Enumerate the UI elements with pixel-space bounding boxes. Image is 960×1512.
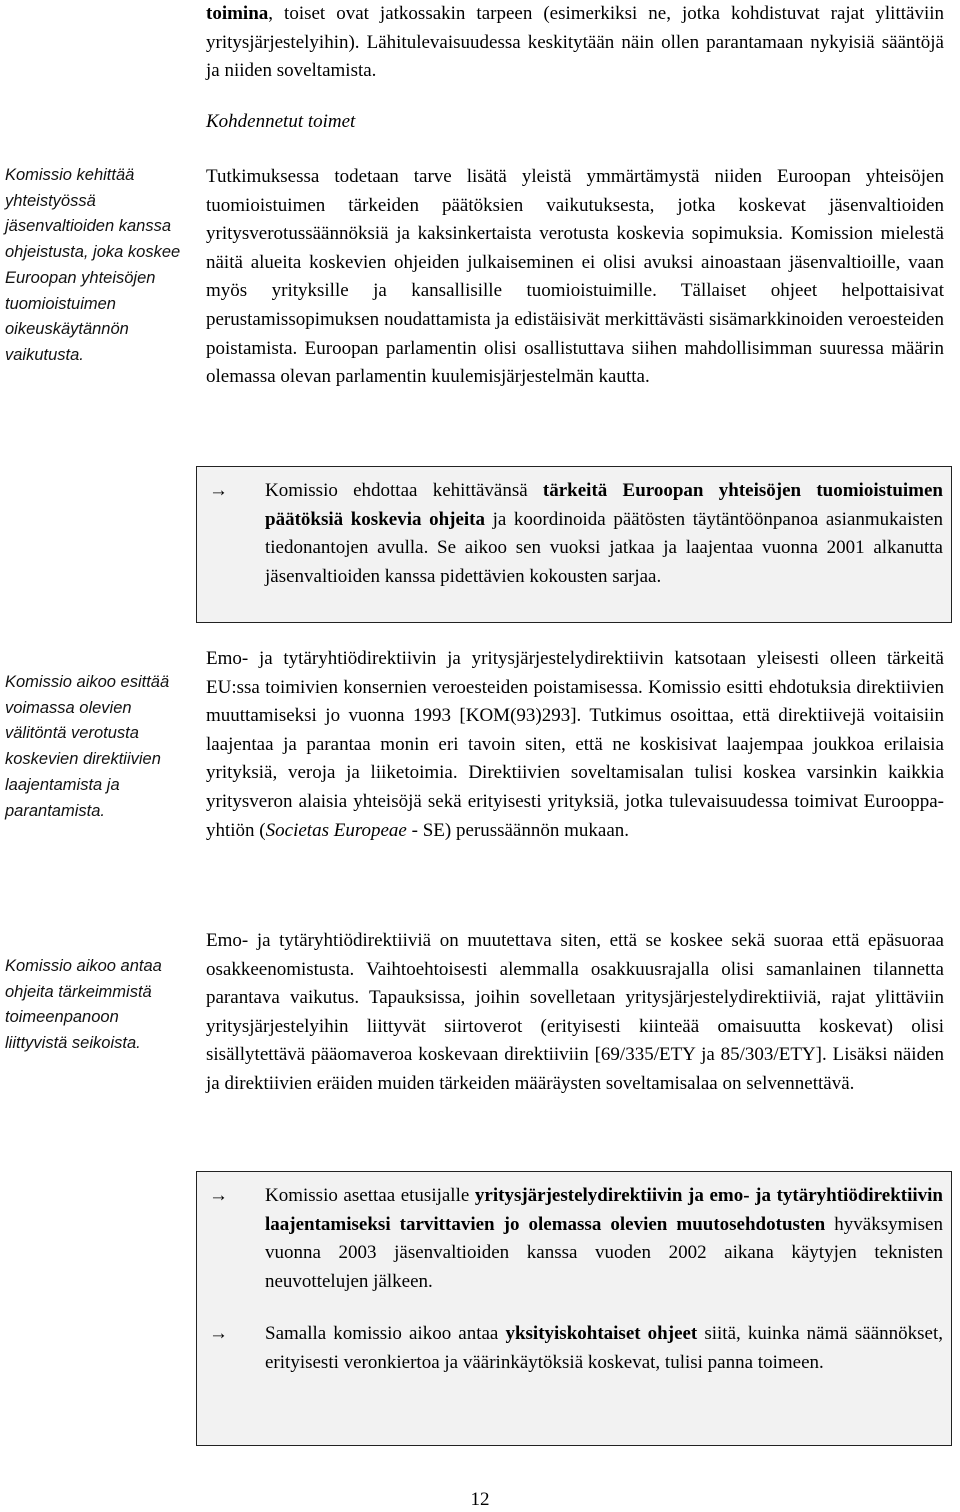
action-item-1-pre: Komissio ehdottaa kehittävänsä [265,480,543,501]
action-box-2 [196,1171,952,1446]
paragraph-2 [206,645,944,845]
paragraph-1 [206,163,944,392]
action-item-2-bold: yritysjärjestelydirektiivin ja emo- ja tytäryhtiödirektiivin laajentamiseksi tarvittavien jo olemassa olevien muutosehdotusten [265,1185,943,1235]
paragraph-3 [206,927,944,1099]
action-item-3 [197,1320,951,1377]
action-item-2 [197,1182,951,1296]
margin-note-1: Komissio kehittää yhteistyössä jäsenvaltioiden kanssa ohjeistusta, joka koskee Euroopan yhteisöjen tuomioistuimen oikeuskäytännön vaikutusta. [5,166,181,364]
action-item-3-bold: yksityiskohtaiset ohjeet [505,1323,698,1345]
arrow-icon: → [209,480,228,501]
paragraph-2-pre: Emo- ja tytäryhtiödirektiivin ja yritysjärjestelydirektiivin katsotaan yleisesti olleen tärkeitä EU:ssa toimivien konsernien veroesteiden poistamisessa. Komissio esitti ehdotuksia direktiivien muuttamiseksi jo vuonna 1993 [KOM(93)293]. Tutkimus osoittaa, että direktiivejä voitaisiin laajentaa ja parantaa monin eri tavoin siten, että ne koskisivat laajempaa joukkoa erilaisia yrityksiä, veroja ja liiketoimia. Direktiivien soveltamisalan tulisi koskea varsinkin kaikkia yritysveron alaisia yhteisöjä sekä erityisesti yrityksiä, jotka tulevaisuudessa toimivat Eurooppa-yhtiön ( [206,648,944,841]
paragraph-2-italic: Societas Europeae [265,819,407,841]
action-item-3-post: siitä, kuinka nämä säännökset, erityisesti veronkiertoa ja väärinkäytöksiä koskevat, tulisi panna toimeen. [265,1323,943,1373]
action-item-2-post: hyväksymisen vuonna 2003 jäsenvaltioiden kanssa vuoden 2002 aikana käytyjen teknisten neuvottelujen jälkeen. [265,1213,943,1292]
section-heading: Kohdennetut toimet [206,111,356,132]
page-number: 12 [470,1489,490,1510]
action-item-2-pre: Komissio asettaa etusijalle [265,1185,475,1206]
margin-note-2: Komissio aikoo esittää voimassa olevien välitöntä verotusta koskevien direktiivien laajentamista ja parantamista. [5,673,170,820]
margin-note-3: Komissio aikoo antaa ohjeita tärkeimmistä toimeenpanoon liittyvistä seikoista. [5,957,162,1053]
paragraph-3-text: Emo- ja tytäryhtiödirektiiviä on muutettava siten, että se koskee sekä suoraa että epäsuoraa osakkeenomistusta. Vaihtoehtoisesti alemmalla osakkuusrajalla olisi samanlainen tilannetta parantava vaikutus. Tapauksissa, joihin sovelletaan yritysjärjestelydirektiiviä, rajat ylittäviin yritysjärjestelyihin liittyvät siirtoverot (erityisesti kiinteää omaisuutta koskevat) olisi sisällytettävä pääomaveroa koskevaan direktiiviin [69/335/ETY ja 85/303/ETY]. Lisäksi näiden ja direktiivien eräiden muiden tärkeiden määräysten soveltamisalaa on selvennettävä. [206,930,944,1094]
action-item-1-post: ja koordinoida päätösten täytäntöönpanoa asianmukaisten tiedonantojen avulla. Se aikoo sen vuoksi jatkaa ja laajentaa vuonna 2001 alkanutta jäsenvaltioiden kanssa pidettävien kokousten sarjaa. [265,508,943,587]
top-paragraph [206,0,944,86]
paragraph-1-text: Tutkimuksessa todetaan tarve lisätä yleistä ymmärtämystä niiden Euroopan yhteisöjen tuomioistuimen tärkeiden päätöksien vaikutuksesta, jotka koskevat jäsenvaltioiden yritysverotussäännöksiä ja kaksinkertaista verotusta koskevia sopimuksia. Komission mielestä näitä alueita koskevien ohjeiden julkaiseminen ei olisi avuksi ainoastaan jäsenvaltioille, vaan myös yrityksille ja kansallisille tuomioistuimille. Tällaiset ohjeet helpottaisivat perustamissopimuksen noudattamista ja edistäisivät merkittävästi sisämarkkinoiden veroesteiden poistamista. Euroopan parlamentin olisi osallistuttava siihen mahdollisimman suuressa määrin olemassa olevan parlamentin kuulemisjärjestelmän kautta. [206,166,944,388]
action-item-3-pre: Samalla komissio aikoo antaa [265,1323,506,1345]
paragraph-2-post: - SE) perussäännön mukaan. [406,819,630,841]
top-paragraph-text: , toiset ovat jatkossakin tarpeen (esimerkiksi ne, jotka kohdistuvat rajat ylittäviin yritysjärjestelyihin). Lähitulevaisuudessa keskitytään näin ollen parantamaan nykyisiä sääntöjä ja niiden soveltamista. [206,3,944,82]
arrow-icon: → [209,1323,228,1345]
action-item-1 [197,477,951,591]
action-box-1 [196,466,952,623]
action-item-1-bold: tärkeitä Euroopan yhteisöjen tuomioistuimen päätöksiä koskevia ohjeita [265,480,943,530]
arrow-icon: → [209,1185,228,1206]
top-paragraph-bold: toimina [206,3,269,24]
